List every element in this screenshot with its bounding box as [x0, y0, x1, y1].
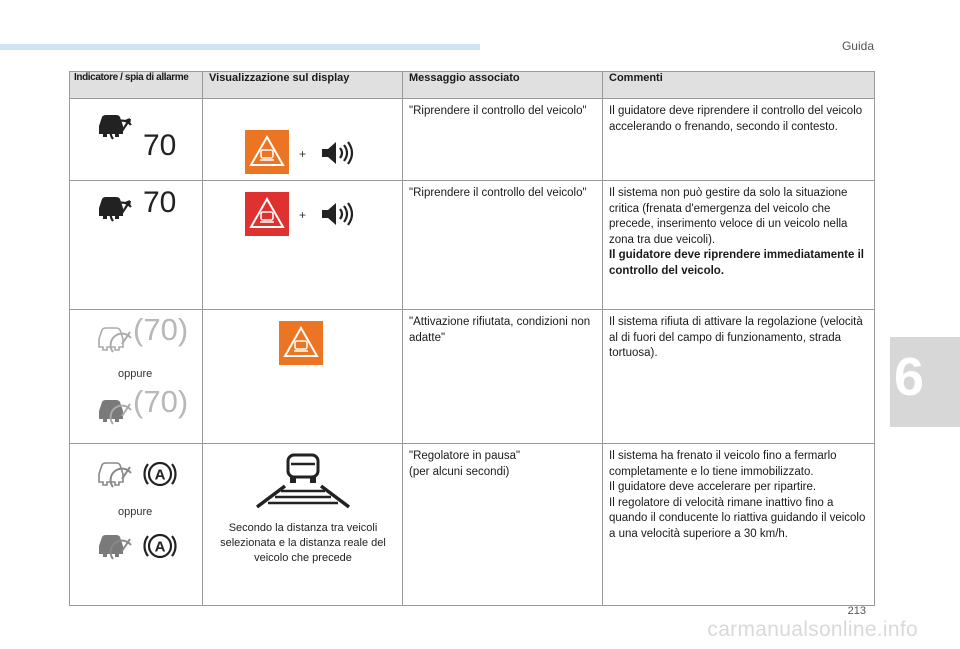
display-caption: Secondo la distanza tra veicoli selezionata e la distanza reale del veicolo che precede [220, 522, 386, 564]
car-speedometer-icon [97, 113, 133, 141]
chapter-number: 6 [894, 347, 925, 407]
column-header-display: Visualizzazione sul display [203, 72, 403, 99]
indicator-cell [70, 444, 203, 606]
section-title: Guida [841, 39, 874, 53]
watermark: carmanualsonline.info [707, 618, 918, 641]
plus-sign: + [299, 208, 307, 222]
display-cell [203, 181, 403, 310]
orange-warning-car-icon [245, 130, 289, 174]
speed-value-outline: (70) [133, 312, 189, 347]
table-row [70, 99, 875, 181]
auto-hold-letter: A [154, 538, 166, 556]
header-accent-bar [0, 44, 480, 50]
message-cell: "Regolatore in pausa" (per alcuni secondi) [403, 444, 603, 606]
message-cell: "Attivazione rifiutata, condizioni non adatte" [403, 310, 603, 444]
comment-text: Il sistema non può gestire da solo la situazione critica (frenata d'emergenza del veicolo che precede, inserimento veloce di un veicolo nella zona tra due veicoli). [609, 187, 848, 246]
auto-hold-icon [142, 528, 178, 564]
message-cell: "Riprendere il controllo del veicolo" [403, 99, 603, 181]
table-header-row [70, 72, 875, 99]
oppure-label: oppure [118, 368, 153, 380]
speaker-sound-icon [320, 201, 354, 227]
auto-hold-letter: A [154, 466, 166, 484]
column-header-message: Messaggio associato [403, 72, 603, 99]
column-header-indicator: Indicatore / spia di allarme [70, 72, 203, 99]
column-header-comments: Commenti [603, 72, 875, 99]
plus-sign: + [299, 147, 307, 161]
speed-value-outline: (70) [133, 384, 189, 419]
speed-number: 70 [143, 312, 178, 347]
table-row [70, 444, 875, 606]
car-speedometer-grey-icon [97, 533, 133, 561]
table-row [70, 181, 875, 310]
orange-warning-car-icon [279, 321, 323, 365]
indicator-cell [70, 99, 203, 181]
table-row [70, 310, 875, 444]
comment-emphasis: Il guidatore deve riprendere immediatamente il controllo del veicolo. [609, 249, 864, 277]
speed-value: 70 [143, 186, 177, 219]
comment-cell: Il sistema rifiuta di attivare la regolazione (velocità al di fuori del campo di funzionamento, strada tortuosa). [603, 310, 875, 444]
indicator-table [69, 71, 875, 606]
speed-number: 70 [143, 384, 178, 419]
car-speedometer-icon [97, 195, 133, 223]
distance-car-road-icon [255, 453, 351, 509]
car-speedometer-outline-icon [97, 326, 133, 354]
comment-cell [603, 181, 875, 310]
oppure-label: oppure [118, 506, 153, 518]
car-speedometer-grey-icon [97, 398, 133, 426]
display-cell [203, 99, 403, 181]
display-cell [203, 444, 403, 606]
page-number: 213 [847, 605, 866, 617]
auto-hold-icon [142, 456, 178, 492]
comment-cell: Il sistema ha frenato il veicolo fino a fermarlo completamente e lo tiene immobilizzato. Il guidatore deve accelerare per ripartire. Il regolatore di velocità rimane inattivo fino a quando il conducente lo riattiva guidando il veicolo a una velocità superiore a 30 km/h. [603, 444, 875, 606]
speed-value: 70 [143, 129, 177, 162]
display-cell [203, 310, 403, 444]
message-cell: "Riprendere il controllo del veicolo" [403, 181, 603, 310]
car-speedometer-outline-icon [97, 461, 133, 489]
comment-cell: Il guidatore deve riprendere il controllo del veicolo accelerando o frenando, secondo il contesto. [603, 99, 875, 181]
indicator-cell [70, 310, 203, 444]
red-warning-car-icon [245, 192, 289, 236]
indicator-cell [70, 181, 203, 310]
speaker-sound-icon [320, 140, 354, 166]
